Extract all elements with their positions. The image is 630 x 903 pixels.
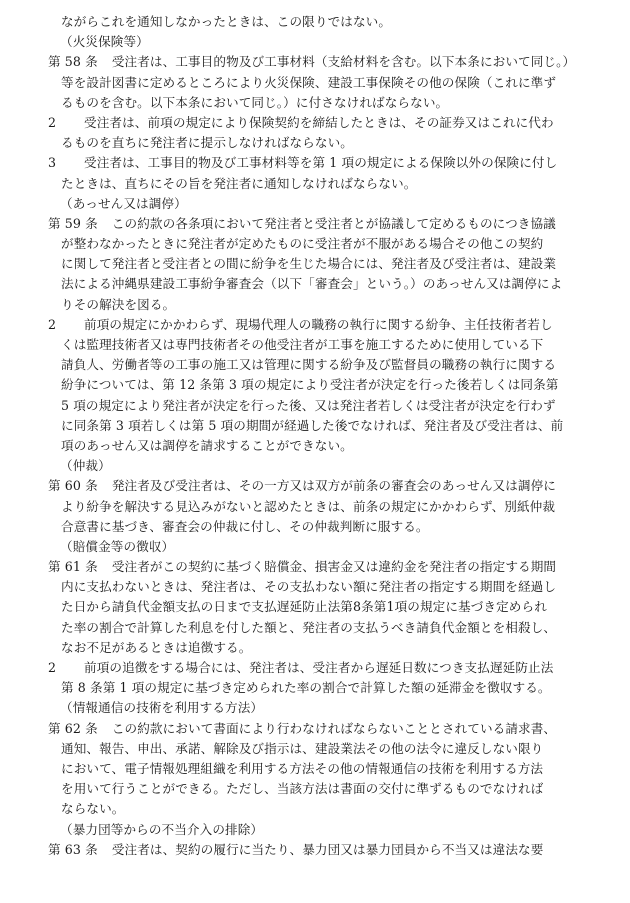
text-line: において、電子情報処理組織を利用する方法その他の情報通信の技術を利用する方法 xyxy=(61,760,544,776)
text-line: 合意書に基づき、審査会の仲裁に付し、その仲裁判断に服する。 xyxy=(61,518,429,534)
line-text: 受注者は、前項の規定により保険契約を締結したときは、その証券又はこれに代わ xyxy=(84,114,554,130)
article-number: 第 59 条 xyxy=(48,215,98,231)
text-line: 第 8 条第 1 項の規定に基づき定められた率の割合で計算した額の延滞金を徴収する。 xyxy=(61,680,551,696)
text-line: くは監理技術者又は専門技術者その他受注者が工事を施工するために使用している下 xyxy=(61,337,544,352)
text-line: たときは、直ちにその旨を発注者に通知しなければならない。 xyxy=(61,175,417,191)
line-text: 前項の追徴をする場合には、発注者は、受注者から遅延日数につき支払遅延防止法 xyxy=(84,660,554,675)
paragraph-line xyxy=(48,153,608,173)
text-line: を用いて行うことができる。ただし、当該方法は書面の交付に準ずるものでなければ xyxy=(61,781,544,797)
text-line: なお不足があるときは追徴する。 xyxy=(61,639,252,655)
text-line: に関して発注者と受注者との間に紛争を生じた場合には、発注者及び受注者は、建設業 xyxy=(61,256,557,272)
text-line: が整わなかったときに発注者が定めたものに受注者が不服がある場合その他この契約 xyxy=(61,236,544,252)
paragraph-line xyxy=(48,113,608,133)
section-heading: （情報通信の技術を利用する方法） xyxy=(60,700,264,716)
article-line xyxy=(48,557,608,577)
text-line: に同条第 3 項若しくは第 5 項の期間が経過した後でなければ、発注者及び受注者は、前 xyxy=(61,417,564,433)
text-line: るものを含む。以下本条において同じ。）に付さなければならない。 xyxy=(61,94,449,110)
article-line xyxy=(48,476,608,496)
text-line: 紛争については、第 12 条第 3 項の規定により受注者が決定を行った後若しくは同条第 xyxy=(61,377,559,393)
article-number: 第 62 条 xyxy=(48,720,98,736)
line-text: 受注者は、工事目的物及び工事材料等を第 1 項の規定による保険以外の保険に付し xyxy=(84,155,558,171)
text-line: 5 項の規定により発注者が決定を行った後、又は発注者若しくは受注者が決定を行わず xyxy=(61,397,556,413)
text-line: 通知、報告、申出、承諾、解除及び指示は、建設業法その他の法令に違反しない限り xyxy=(61,740,544,756)
line-text: 前項の規定にかかわらず、現場代理人の職務の執行に関する紛争、主任技術者若し xyxy=(84,316,553,332)
text-line: 内に支払わないときは、発注者は、その支払わない額に発注者の指定する期間を経過し xyxy=(61,579,557,595)
section-heading: （賠償金等の徴収） xyxy=(60,538,175,554)
paragraph-number: 2 xyxy=(48,316,57,332)
line-text: 受注者がこの契約に基づく賠償金、損害金又は違約金を発注者の指定する期間 xyxy=(111,559,557,575)
section-heading: （仲裁） xyxy=(60,458,111,474)
line-text: 受注者は、工事目的物及び工事材料（支給材料を含む。以下本条において同じ。） xyxy=(111,54,576,70)
paragraph-number: 2 xyxy=(48,114,57,130)
article-line xyxy=(48,719,608,739)
line-text: 受注者は、契約の履行に当たり、暴力団又は暴力団員から不当又は違法な要 xyxy=(111,841,544,857)
text-line: より紛争を解決する見込みがないと認めたときは、前条の規定にかかわらず、別紙仲裁 xyxy=(61,498,556,514)
section-heading: （火災保険等） xyxy=(60,34,149,50)
line-text: この約款の各条項において発注者と受注者とが協議して定めるものにつき協議 xyxy=(111,215,556,231)
line-text: この約款において書面により行わなければならないこととされている請求書、 xyxy=(111,720,557,736)
article-number: 第 61 条 xyxy=(48,559,98,575)
article-line xyxy=(48,214,608,234)
text-line: 等を設計図書に定めるところにより火災保険、建設工事保険その他の保険（これに準ず xyxy=(61,74,557,90)
paragraph-line xyxy=(48,658,608,678)
article-line xyxy=(48,52,608,72)
text-line: 法による沖縄県建設工事紛争審査会（以下「審査会」という。）のあっせん又は調停によ xyxy=(61,276,563,292)
section-heading: （暴力団等からの不当介入の排除） xyxy=(60,821,264,837)
article-number: 第 58 条 xyxy=(48,54,98,70)
text-line: ながらこれを通知しなかったときは、この限りではない。 xyxy=(61,14,392,29)
paragraph-number: 2 xyxy=(48,660,57,675)
article-number: 第 60 条 xyxy=(48,478,98,494)
text-line: るものを直ちに発注者に提示しなければならない。 xyxy=(61,135,353,151)
text-line: 項のあっせん又は調停を請求することができない。 xyxy=(61,437,353,453)
article-number: 第 63 条 xyxy=(48,841,98,857)
text-line: た率の割合で計算した利息を付した額と、発注者の支払うべき請負代金額とを相殺し、 xyxy=(61,619,557,635)
section-heading: （あっせん又は調停） xyxy=(60,195,187,211)
article-line xyxy=(48,840,608,860)
text-line: た日から請負代金額支払の日まで支払遅延防止法第8条第1項の規定に基づき定められ xyxy=(61,599,547,615)
text-line: ならない。 xyxy=(61,801,125,817)
text-line: りその解決を図る。 xyxy=(61,296,176,312)
line-text: 発注者及び受注者は、その一方又は双方が前条の審査会のあっせん又は調停に xyxy=(111,478,556,494)
document-page xyxy=(48,12,608,860)
paragraph-number: 3 xyxy=(48,155,57,171)
text-line: 請負人、労働者等の工事の施工又は管理に関する紛争及び監督員の職務の執行に関する xyxy=(61,357,557,373)
paragraph-line xyxy=(48,315,608,335)
